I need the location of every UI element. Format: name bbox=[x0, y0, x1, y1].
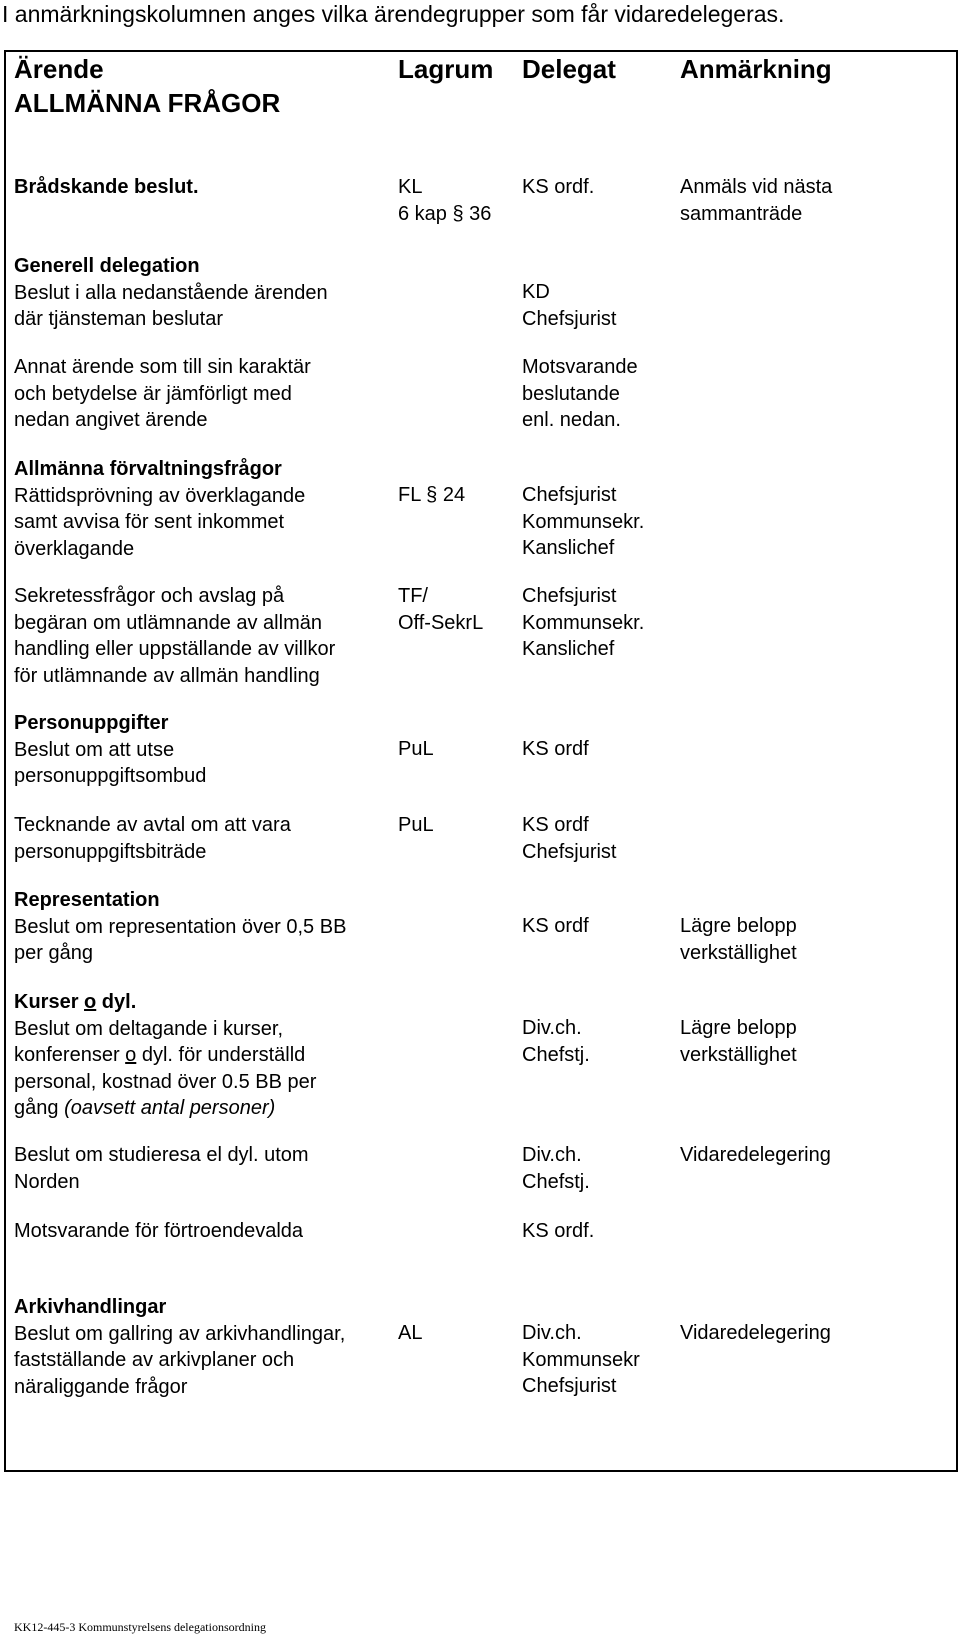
row-allmanna-delegat bbox=[522, 482, 644, 562]
column-header-lagrum: Lagrum bbox=[398, 54, 494, 84]
delegat-line: Kommunsekr bbox=[522, 1348, 640, 1371]
row-title: Representation bbox=[14, 889, 160, 911]
row-fortroendevalda-delegat bbox=[522, 1218, 594, 1245]
arende-line: näraliggande frågor bbox=[14, 1375, 188, 1398]
row-sekretess-lagrum bbox=[398, 583, 483, 636]
row-title: Allmänna förvaltningsfrågor bbox=[14, 458, 282, 480]
lagrum-line: PuL bbox=[398, 738, 434, 760]
row-annat-arende bbox=[14, 354, 311, 434]
delegat-line: Chefsjurist bbox=[522, 307, 617, 330]
anmarkning-line: Vidaredelegering bbox=[680, 1322, 831, 1344]
arende-line: och betydelse är jämförligt med bbox=[14, 382, 292, 405]
text-part: (oavsett antal personer) bbox=[64, 1097, 276, 1119]
arende-line: där tjänsteman beslutar bbox=[14, 308, 224, 330]
arende-line: fastställande av arkivplaner och bbox=[14, 1349, 295, 1371]
row-bradskande-arende bbox=[14, 174, 199, 201]
section-title: ALLMÄNNA FRÅGOR bbox=[14, 88, 281, 118]
column-header-arende: Ärende bbox=[14, 54, 104, 84]
anmarkning-line: verkställighet bbox=[680, 941, 797, 964]
row-representation-arende bbox=[14, 887, 346, 967]
arende-line: per gång bbox=[14, 942, 93, 964]
column-header-anmarkning: Anmärkning bbox=[680, 54, 832, 84]
row-allmanna-lagrum bbox=[398, 482, 465, 509]
row-allmanna-arende bbox=[14, 456, 305, 562]
delegat-line: Kanslichef bbox=[522, 638, 615, 660]
row-personuppgifter-lagrum bbox=[398, 736, 434, 763]
arende-line: personal, kostnad över 0.5 BB per bbox=[14, 1070, 317, 1093]
delegat-line: KS ordf bbox=[522, 814, 589, 836]
arende-line: personuppgiftsombud bbox=[14, 765, 207, 787]
row-representation-anmarkning bbox=[680, 913, 797, 966]
row-title: Arkivhandlingar bbox=[14, 1296, 167, 1318]
delegat-line: beslutande bbox=[522, 382, 620, 405]
arende-line bbox=[14, 1095, 316, 1122]
row-arkiv-lagrum bbox=[398, 1320, 422, 1347]
row-kurser-arende bbox=[14, 989, 316, 1122]
row-bradskande-lagrum bbox=[398, 174, 491, 227]
lagrum-line: Off-SekrL bbox=[398, 611, 484, 634]
intro-text: I anmärkningskolumnen anges vilka ärendegrupper som får vidaredelegeras. bbox=[2, 1, 785, 27]
lagrum-line: AL bbox=[398, 1322, 423, 1344]
row-tecknande-arende bbox=[14, 812, 291, 865]
arende-line: för utlämnande av allmän handling bbox=[14, 664, 320, 687]
lagrum-line: KL bbox=[398, 176, 423, 198]
arende-line: Beslut om att utse bbox=[14, 738, 175, 761]
row-sekretess-delegat bbox=[522, 583, 644, 663]
column-header-delegat: Delegat bbox=[522, 54, 616, 84]
document-footer: KK12-445-3 Kommunstyrelsens delegationsordning bbox=[14, 1620, 266, 1634]
delegat-line: Div.ch. bbox=[522, 1017, 582, 1039]
delegat-line: Chefsjurist bbox=[522, 585, 617, 607]
row-studieresa-anmarkning bbox=[680, 1142, 831, 1169]
row-studieresa-delegat bbox=[522, 1142, 590, 1195]
text-part: dyl. för underställd bbox=[136, 1044, 306, 1066]
delegat-line: Div.ch. bbox=[522, 1322, 582, 1344]
arende-line: handling eller uppställande av villkor bbox=[14, 638, 336, 660]
row-generell-arende bbox=[14, 253, 328, 333]
title-part: Kurser bbox=[14, 991, 85, 1013]
delegat-line: KS ordf. bbox=[522, 176, 595, 198]
row-generell-delegat bbox=[522, 279, 616, 332]
arende-line: Rättidsprövning av överklagande bbox=[14, 484, 306, 507]
anmarkning-line: verkställighet bbox=[680, 1043, 797, 1066]
anmarkning-line: sammanträde bbox=[680, 202, 803, 225]
arende-line: Beslut om gallring av arkivhandlingar, bbox=[14, 1322, 346, 1345]
row-representation-delegat bbox=[522, 913, 589, 940]
anmarkning-line: Lägre belopp bbox=[680, 915, 797, 937]
arende-line: begäran om utlämnande av allmän bbox=[14, 611, 322, 634]
arende-line: Beslut om deltagande i kurser, bbox=[14, 1017, 284, 1040]
row-title: Generell delegation bbox=[14, 255, 200, 277]
arende-line: Norden bbox=[14, 1170, 80, 1193]
row-bradskande-delegat bbox=[522, 174, 594, 201]
row-studieresa-arende bbox=[14, 1142, 309, 1195]
delegat-line: Chefsjurist bbox=[522, 484, 617, 506]
row-tecknande-lagrum bbox=[398, 812, 434, 839]
delegat-line: KS ordf bbox=[522, 738, 589, 760]
lagrum-line: TF/ bbox=[398, 585, 428, 607]
delegat-line: KS ordf. bbox=[522, 1220, 595, 1242]
title-part: dyl. bbox=[96, 991, 137, 1013]
anmarkning-line: Vidaredelegering bbox=[680, 1144, 831, 1166]
delegat-line: Chefstj. bbox=[522, 1170, 590, 1193]
arende-line bbox=[14, 1042, 316, 1069]
row-bradskande-anmarkning bbox=[680, 174, 832, 227]
arende-line: Beslut om studieresa el dyl. utom bbox=[14, 1144, 309, 1166]
arende-line: Beslut om representation över 0,5 BB bbox=[14, 915, 347, 938]
arende-line: nedan angivet ärende bbox=[14, 409, 208, 431]
delegat-line: Motsvarande bbox=[522, 356, 638, 378]
text-part: konferenser bbox=[14, 1044, 126, 1066]
text-part: gång bbox=[14, 1097, 65, 1119]
delegat-line: KD bbox=[522, 281, 550, 303]
row-title bbox=[14, 989, 316, 1016]
delegat-line: Kanslichef bbox=[522, 537, 615, 559]
delegat-line: enl. nedan. bbox=[522, 409, 621, 431]
title-part: o bbox=[84, 991, 97, 1013]
text-part: o bbox=[125, 1044, 137, 1066]
delegat-line: KS ordf bbox=[522, 915, 589, 937]
lagrum-line: 6 kap § 36 bbox=[398, 202, 492, 225]
arende-line: Motsvarande för förtroendevalda bbox=[14, 1220, 304, 1242]
row-title: Personuppgifter bbox=[14, 712, 169, 734]
arende-line: överklagande bbox=[14, 537, 135, 560]
arende-line: personuppgiftsbiträde bbox=[14, 840, 207, 863]
arende-line: Annat ärende som till sin karaktär bbox=[14, 356, 311, 378]
row-tecknande-delegat bbox=[522, 812, 616, 865]
row-sekretess-arende bbox=[14, 583, 335, 689]
delegat-line: Div.ch. bbox=[522, 1144, 582, 1166]
arende-line: samt avvisa för sent inkommet bbox=[14, 511, 285, 533]
row-personuppgifter-delegat bbox=[522, 736, 589, 763]
row-arkiv-anmarkning bbox=[680, 1320, 831, 1347]
arende-line: Tecknande av avtal om att vara bbox=[14, 814, 291, 836]
row-title: Brådskande beslut. bbox=[14, 176, 199, 198]
arende-line: Beslut i alla nedanstående ärenden bbox=[14, 281, 328, 304]
lagrum-line: PuL bbox=[398, 814, 434, 836]
row-kurser-delegat bbox=[522, 1015, 590, 1068]
anmarkning-line: Lägre belopp bbox=[680, 1017, 797, 1039]
row-personuppgifter-arende bbox=[14, 710, 206, 790]
delegat-line: Chefstj. bbox=[522, 1043, 590, 1066]
row-annat-delegat bbox=[522, 354, 638, 434]
lagrum-line: FL § 24 bbox=[398, 484, 466, 506]
delegat-line: Kommunsekr. bbox=[522, 510, 645, 533]
row-fortroendevalda-arende bbox=[14, 1218, 303, 1245]
row-kurser-anmarkning bbox=[680, 1015, 797, 1068]
delegat-line: Chefsjurist bbox=[522, 1375, 617, 1397]
row-arkiv-arende bbox=[14, 1294, 345, 1400]
delegat-line: Kommunsekr. bbox=[522, 611, 645, 634]
anmarkning-line: Anmäls vid nästa bbox=[680, 176, 833, 198]
delegat-line: Chefsjurist bbox=[522, 840, 617, 863]
row-arkiv-delegat bbox=[522, 1320, 640, 1400]
arende-line: Sekretessfrågor och avslag på bbox=[14, 585, 285, 607]
